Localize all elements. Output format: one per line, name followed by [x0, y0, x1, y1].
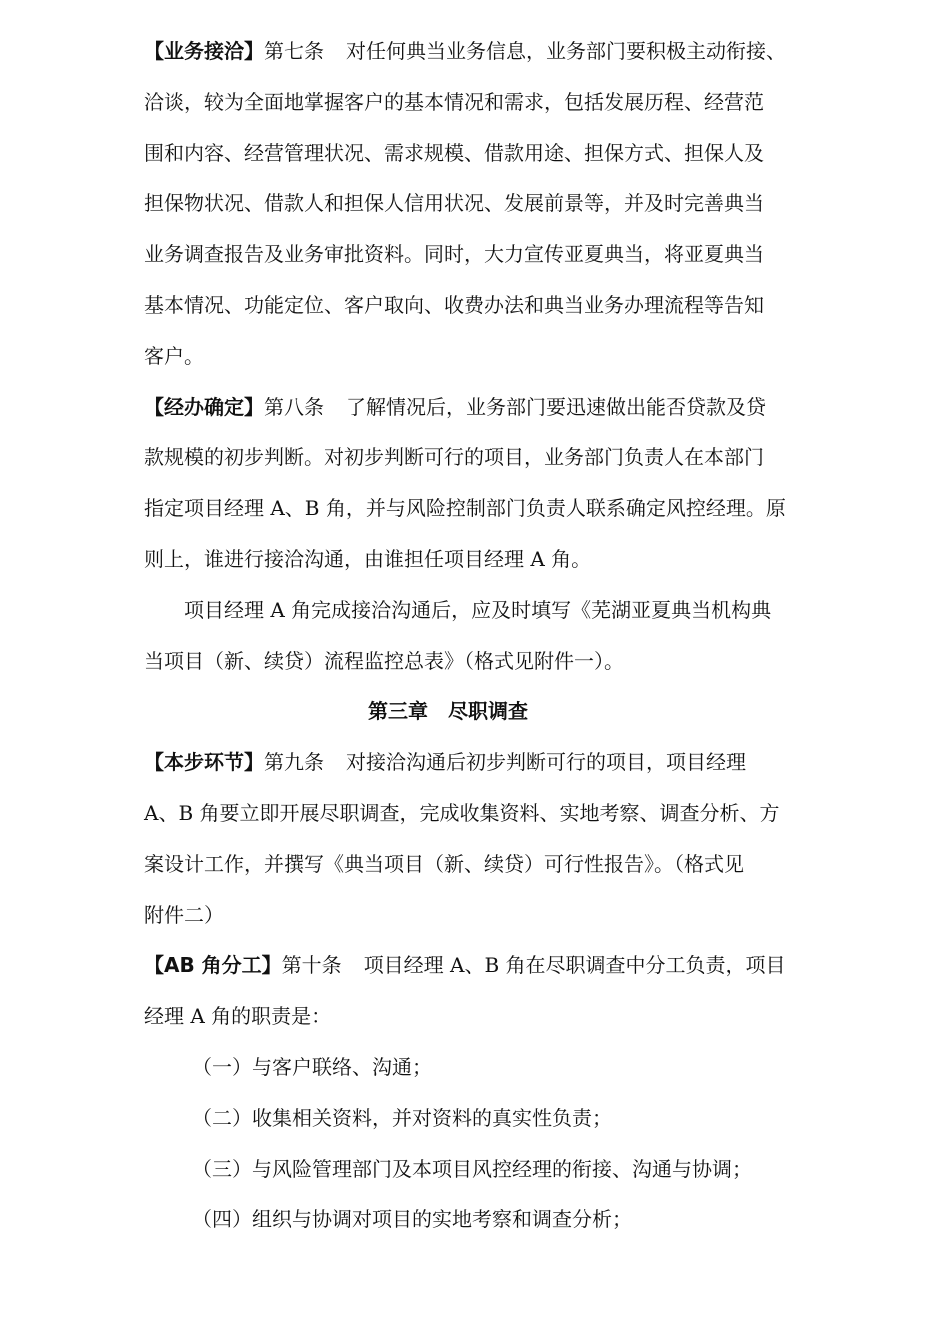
article-8-number: 第八条 — [264, 394, 324, 419]
article-7-number: 第七条 — [264, 39, 324, 63]
list-item-4: （四）组织与协调对项目的实地考察和调查分析； — [192, 1207, 632, 1232]
article-9-text-1: 对接洽沟通后初步判断可行的项目，项目经理 — [346, 750, 746, 775]
document-page — [144, 26, 844, 1245]
article-10-line-2: 经理 A 角的职责是： — [144, 1004, 332, 1029]
article-7-tag: 【业务接洽】 — [144, 39, 264, 63]
article-9-tag: 【本步环节】 — [144, 750, 264, 775]
article-8-line-2: 款规模的初步判断。对初步判断可行的项目，业务部门负责人在本部门 — [144, 445, 764, 470]
article-8-para2-line-1: 项目经理 A 角完成接洽沟通后，应及时填写《芜湖亚夏典当机构典 — [184, 597, 772, 622]
article-8-text-1: 了解情况后，业务部门要迅速做出能否贷款及贷 — [346, 394, 766, 419]
article-7-line-7: 客户。 — [144, 343, 204, 368]
article-10-number: 第十条 — [281, 953, 342, 978]
article-7-line-4: 担保物状况、借款人和担保人信用状况、发展前景等，并及时完善典当 — [144, 191, 764, 216]
chapter-heading: 第三章 尽职调查 — [368, 699, 528, 724]
article-10-text-1: 项目经理 A、B 角在尽职调查中分工负责，项目 — [363, 953, 786, 978]
article-9-line-3: 案设计工作，并撰写《典当项目（新、续贷）可行性报告》。（格式见 — [144, 851, 744, 876]
article-7-line-2: 洽谈，较为全面地掌握客户的基本情况和需求，包括发展历程、经营范 — [144, 89, 764, 114]
article-8-line-1 — [144, 382, 844, 433]
article-7-line-6: 基本情况、功能定位、客户取向、收费办法和典当业务办理流程等告知 — [144, 292, 764, 317]
article-7-line-3: 围和内容、经营管理状况、需求规模、借款用途、担保方式、担保人及 — [144, 140, 764, 165]
article-7-line-1 — [144, 26, 844, 77]
article-10-tag: 【AB 角分工】 — [144, 953, 282, 978]
article-9-number: 第九条 — [264, 750, 324, 775]
article-9-line-2: A、B 角要立即开展尽职调查，完成收集资料、实地考察、调查分析、方 — [144, 800, 780, 825]
article-9-line-1 — [144, 737, 844, 788]
article-8-tag: 【经办确定】 — [144, 394, 264, 419]
article-7-line-5: 业务调查报告及业务审批资料。同时，大力宣传亚夏典当，将亚夏典当 — [144, 242, 764, 267]
list-item-3: （三）与风险管理部门及本项目风控经理的衔接、沟通与协调； — [192, 1156, 752, 1181]
list-item-1: （一）与客户联络、沟通； — [192, 1054, 432, 1079]
article-9-line-4: 附件二） — [144, 902, 224, 927]
list-item-2: （二）收集相关资料，并对资料的真实性负责； — [192, 1105, 612, 1130]
article-7-text-1: 对任何典当业务信息，业务部门要积极主动衔接、 — [346, 39, 786, 63]
article-8-line-4: 则上，谁进行接洽沟通，由谁担任项目经理 A 角。 — [144, 546, 592, 571]
article-10-line-1 — [144, 940, 844, 991]
article-8-para2-line-2: 当项目（新、续贷）流程监控总表》（格式见附件一）。 — [144, 648, 624, 673]
article-8-line-3: 指定项目经理 A、B 角，并与风险控制部门负责人联系确定风控经理。原 — [144, 496, 786, 521]
